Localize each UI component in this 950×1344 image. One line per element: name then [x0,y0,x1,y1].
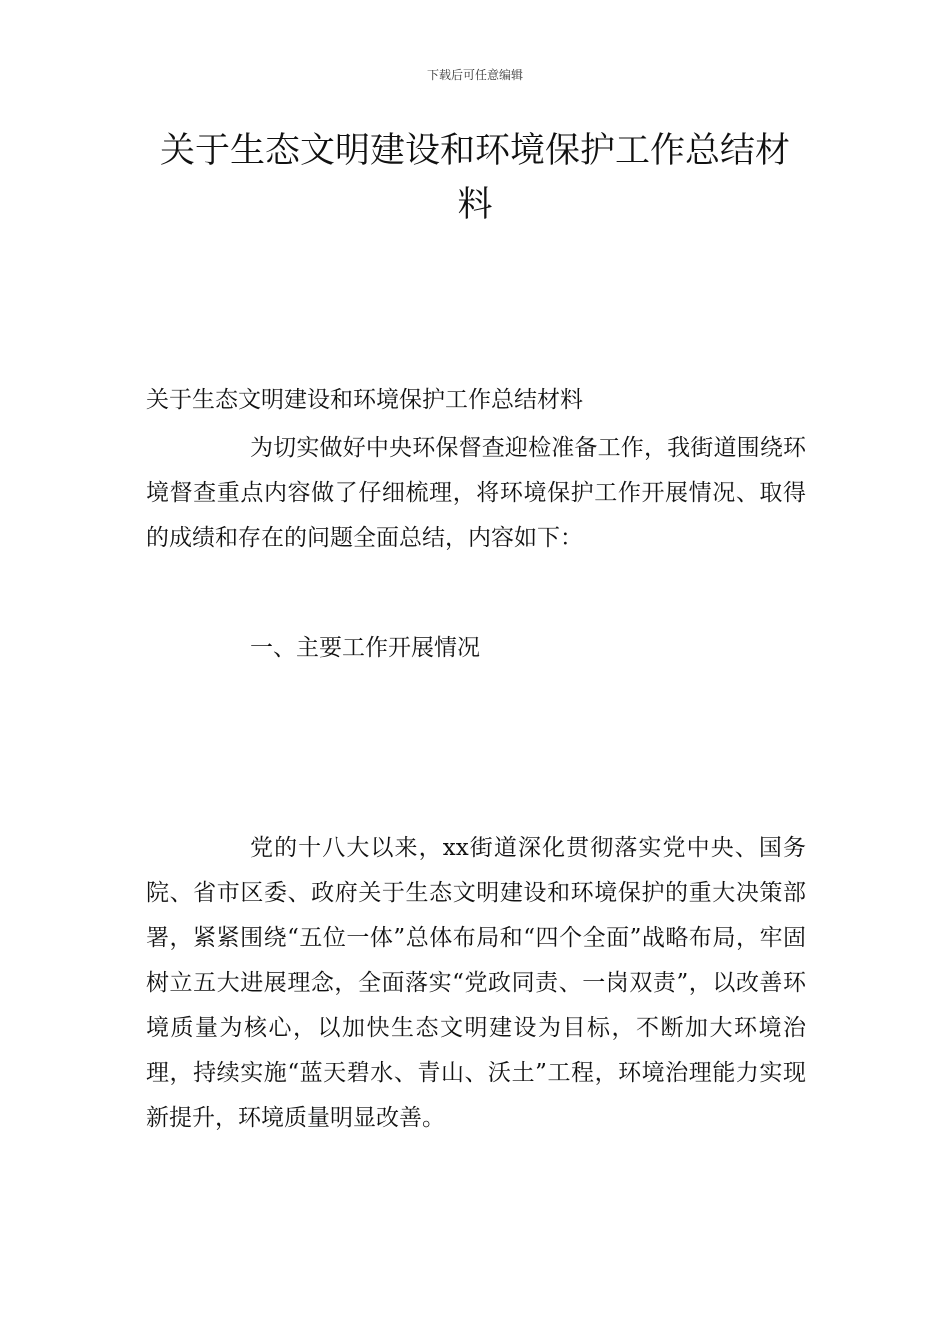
document-subtitle: 关于生态文明建设和环境保护工作总结材料 [146,387,583,413]
section-heading: 一、主要工作开展情况 [250,635,480,661]
header-note: 下载后可任意编辑 [426,68,523,82]
section-paragraph: 党的十八大以来，xx街道深化贯彻落实党中央、国务院、省市区委、政府关于生态文明建设和环境保护的重大决策部署，紧紧围绕“五位一体”总体布局和“四个全面”战略布局，牢固树立五大进展理念，全面落实“党政同责、一岗双责”，以改善环境质量为核心，以加快生态文明建设为目标，不断加大环境治理，持续实施“蓝天碧水、青山、沃土”工程，环境治理能力实现新提升，环境质量明显改善。 [146,835,806,1131]
intro-paragraph: 为切实做好中央环保督查迎检准备工作，我街道围绕环境督查重点内容做了仔细梳理，将环境保护工作开展情况、取得的成绩和存在的问题全面总结，内容如下： [146,435,806,551]
document-title: 关于生态文明建设和环境保护工作总结材料 [159,131,790,225]
